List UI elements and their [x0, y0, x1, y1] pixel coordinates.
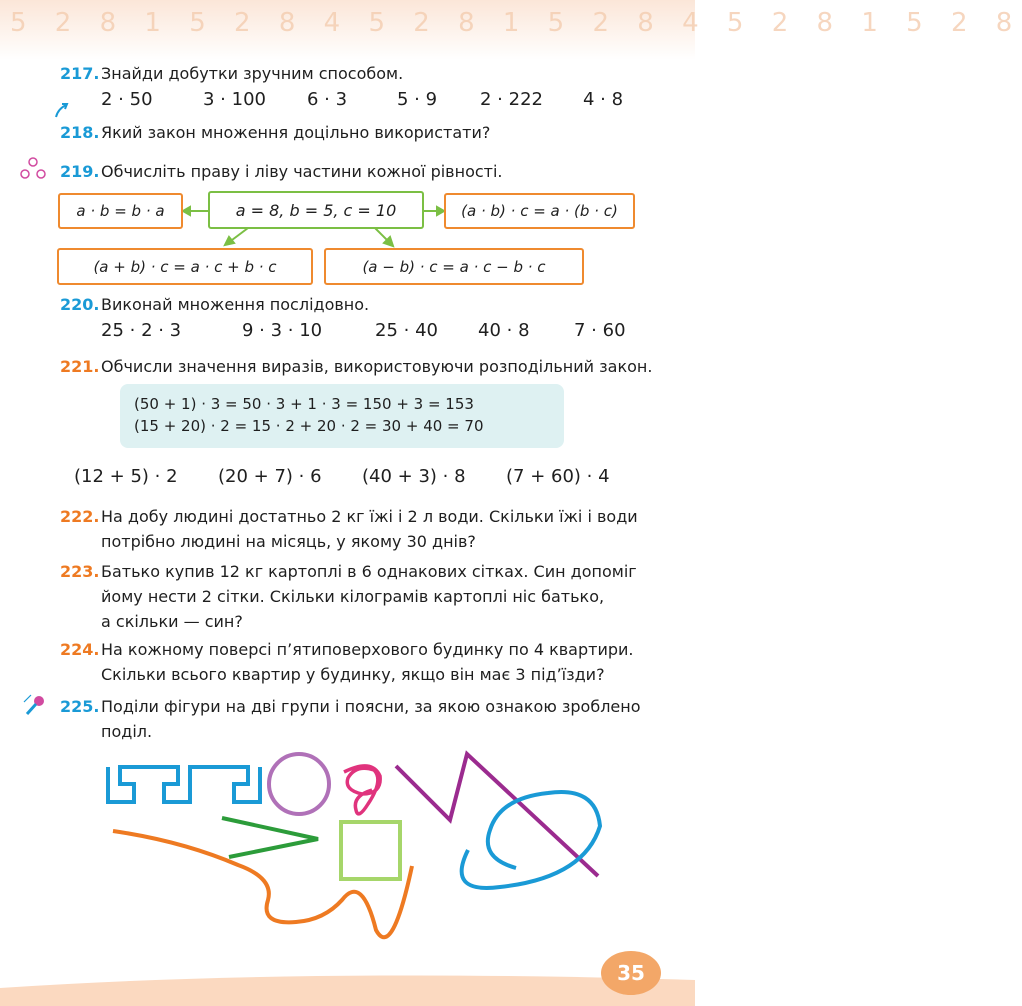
text-line: потрібно людині на місяць, у якому 30 днів?	[101, 532, 476, 551]
text-line: На кожному поверсі п’ятиповерхового будинку по 4 квартири.	[101, 640, 634, 659]
task-number: 224.	[60, 640, 100, 659]
expr-220-5: 7 · 60	[574, 320, 626, 341]
task-number: 219.	[60, 162, 100, 181]
text-line: йому нести 2 сітки. Скільки кілограмів картоплі ніс батько,	[101, 587, 605, 606]
purple-circle	[269, 754, 329, 814]
pink-loops	[344, 766, 380, 814]
task-text	[101, 504, 638, 554]
header-digits: 5 2 8 1 5 2 8 4 5 2 8 1 5 2 8 4 5 2 8 1 5 2 8	[10, 8, 1022, 38]
law-box-distributive-minus: (a − b) · c = a · c − b · c	[324, 248, 584, 285]
expr-221-2: (20 + 7) · 6	[218, 466, 322, 487]
expr-217-4: 5 · 9	[397, 89, 438, 110]
task-text	[101, 694, 641, 744]
expr-220-3: 25 · 40	[375, 320, 438, 341]
values-box: a = 8, b = 5, c = 10	[208, 191, 424, 229]
text-line: поділ.	[101, 722, 153, 741]
page-number: 35	[601, 951, 661, 995]
law-box-distributive-plus: (a + b) · c = a · c + b · c	[57, 248, 313, 285]
expr-217-2: 3 · 100	[203, 89, 266, 110]
lime-square	[341, 822, 400, 879]
expr-220-4: 40 · 8	[478, 320, 530, 341]
blue-meander-line	[108, 767, 260, 802]
expr-220-2: 9 · 3 · 10	[242, 320, 323, 341]
example-box	[120, 384, 564, 448]
pencil-arrow-icon	[52, 101, 72, 121]
blue-spiral	[462, 792, 600, 888]
task-number: 218.	[60, 123, 100, 142]
expr-221-3: (40 + 3) · 8	[362, 466, 466, 487]
example-line-2: (15 + 20) · 2 = 15 · 2 + 20 · 2 = 30 + 40 = 70	[134, 417, 484, 435]
task-text: Обчисли значення виразів, використовуючи розподільний закон.	[101, 357, 653, 376]
text-line: Батько купив 12 кг картоплі в 6 однакових сітках. Син допоміг	[101, 562, 637, 581]
shapes-figure	[0, 750, 695, 950]
task-number: 221.	[60, 357, 100, 376]
orange-curve	[113, 831, 412, 937]
expr-217-3: 6 · 3	[307, 89, 348, 110]
law-box-associative: (a · b) · c = a · (b · c)	[444, 193, 635, 229]
expr-217-5: 2 · 222	[480, 89, 543, 110]
task-text	[101, 559, 637, 634]
task-text	[101, 637, 634, 687]
task-number: 222.	[60, 507, 100, 526]
task-number: 223.	[60, 562, 100, 581]
task-number: 225.	[60, 697, 100, 716]
task-number: 220.	[60, 295, 100, 314]
expr-221-1: (12 + 5) · 2	[74, 466, 178, 487]
task-text: Обчисліть праву і ліву частини кожної рівності.	[101, 162, 503, 181]
task-number: 217.	[60, 64, 100, 83]
footer-band	[0, 968, 695, 1006]
expr-217-6: 4 · 8	[583, 89, 624, 110]
group-work-icon	[18, 155, 48, 185]
microphone-icon	[22, 692, 48, 718]
expr-220-1: 25 · 2 · 3	[101, 320, 182, 341]
text-line: На добу людині достатньо 2 кг їжі і 2 л води. Скільки їжі і води	[101, 507, 638, 526]
text-line: Поділи фігури на дві групи і поясни, за якою ознакою зроблено	[101, 697, 641, 716]
expr-221-4: (7 + 60) · 4	[506, 466, 610, 487]
example-line-1: (50 + 1) · 3 = 50 · 3 + 1 · 3 = 150 + 3 = 153	[134, 395, 474, 413]
expr-217-1: 2 · 50	[101, 89, 153, 110]
law-box-commutative: a · b = b · a	[58, 193, 183, 229]
task-text: Знайди добутки зручним способом.	[101, 64, 404, 83]
text-line: а скільки — син?	[101, 612, 243, 631]
task-text: Виконай множення послідовно.	[101, 295, 370, 314]
text-line: Скільки всього квартир у будинку, якщо він має 3 під’їзди?	[101, 665, 605, 684]
green-angle	[222, 818, 318, 857]
task-text: Який закон множення доцільно використати?	[101, 123, 491, 142]
